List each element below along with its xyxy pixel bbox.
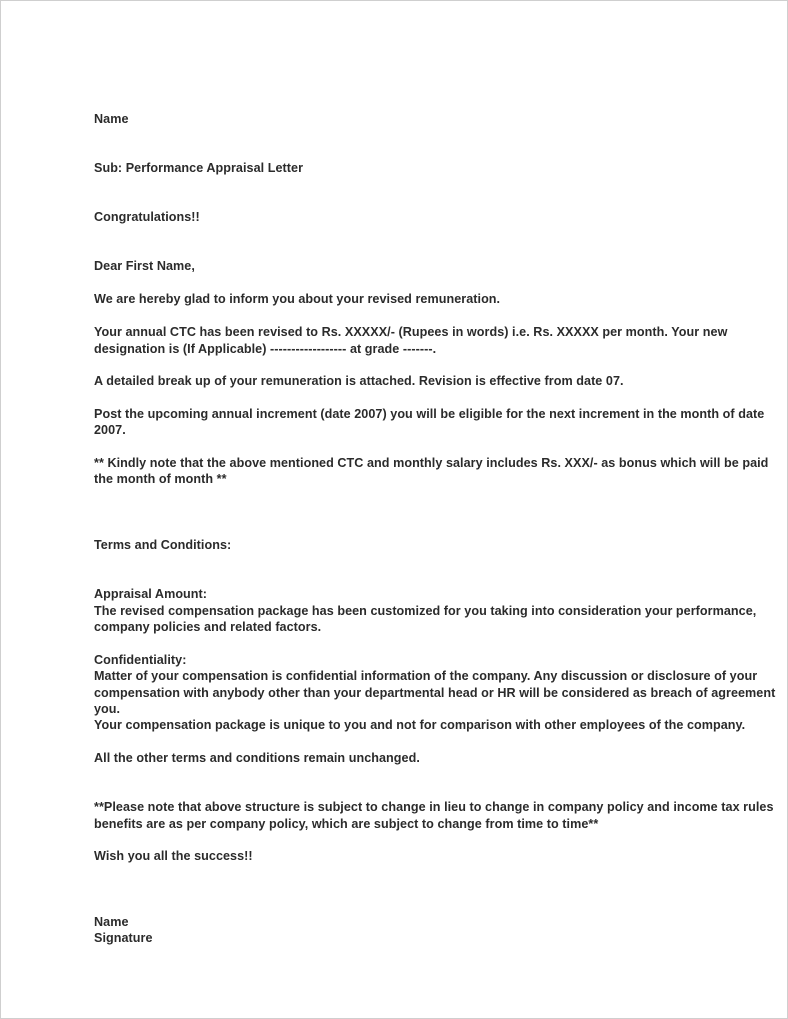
ctc-paragraph-line-1: Your annual CTC has been revised to Rs. XXXXX/- (Rupees in words) i.e. Rs. XXXXX per month. Your new [94, 325, 728, 339]
signoff-name: Name [94, 915, 129, 929]
signoff-signature: Signature [94, 931, 153, 945]
appraisal-line-1: The revised compensation package has been customized for you taking into consideration your performance, [94, 604, 757, 618]
terms-heading: Terms and Conditions: [94, 538, 232, 552]
confidentiality-heading: Confidentiality: [94, 653, 187, 667]
other-terms-line: All the other terms and conditions remain unchanged. [94, 751, 420, 765]
salutation: Dear First Name, [94, 259, 195, 273]
confidentiality-line-4: Your compensation package is unique to you and not for comparison with other employees of the company. [94, 718, 746, 732]
bonus-note-line-2: the month of month ** [94, 472, 227, 486]
confidentiality-line-1: Matter of your compensation is confidential information of the company. Any discussion or disclosure of your [94, 669, 758, 683]
confidentiality-line-3: you. [94, 702, 121, 716]
appraisal-line-2: company policies and related factors. [94, 620, 322, 634]
breakup-paragraph: A detailed break up of your remuneration is attached. Revision is effective from date 07. [94, 374, 624, 388]
confidentiality-line-2: compensation with anybody other than your departmental head or HR will be considered as breach of agreement [94, 686, 776, 700]
recipient-name: Name [94, 112, 129, 126]
closing-wish: Wish you all the success!! [94, 849, 253, 863]
bonus-note-line-1: ** Kindly note that the above mentioned CTC and monthly salary includes Rs. XXX/- as bonus which will be paid [94, 456, 769, 470]
congratulations-line: Congratulations!! [94, 210, 200, 224]
policy-note-line-1: **Please note that above structure is subject to change in lieu to change in company policy and income tax rules [94, 800, 774, 814]
subject-line: Sub: Performance Appraisal Letter [94, 161, 304, 175]
increment-paragraph-line-1: Post the upcoming annual increment (date 2007) you will be eligible for the next increment in the month of date [94, 407, 765, 421]
increment-paragraph-line-2: 2007. [94, 423, 126, 437]
policy-note-line-2: benefits are as per company policy, which are subject to change from time to time** [94, 817, 599, 831]
ctc-paragraph-line-2: designation is (If Applicable) ------------------ at grade -------. [94, 342, 437, 356]
appraisal-heading: Appraisal Amount: [94, 587, 208, 601]
intro-paragraph: We are hereby glad to inform you about your revised remuneration. [94, 292, 501, 306]
